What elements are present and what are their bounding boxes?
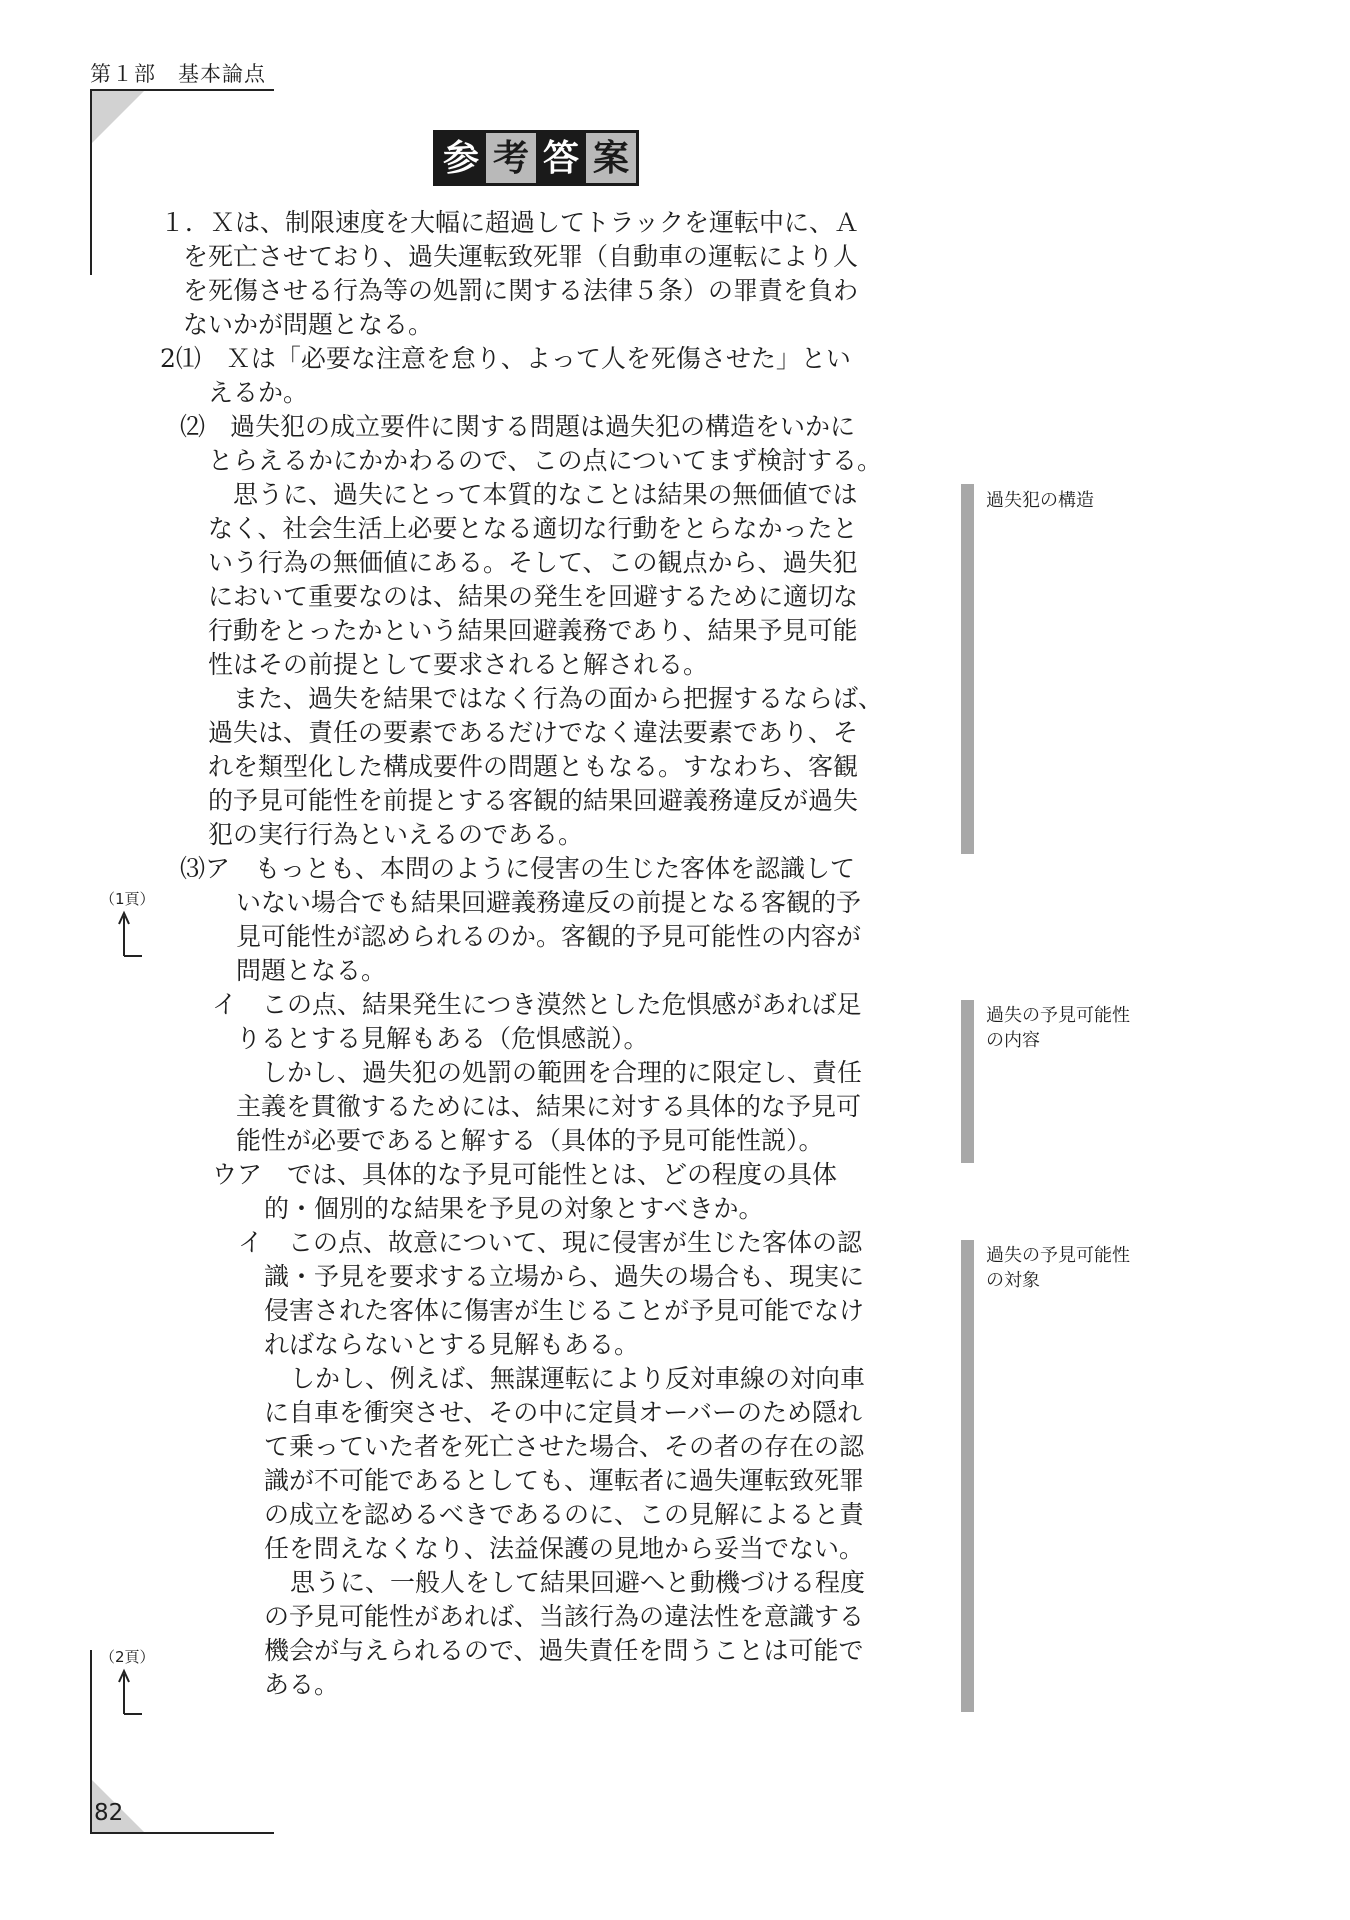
body-line: ウア では、具体的な予見可能性とは、どの程度の具体 (212, 1160, 838, 1189)
side-note-bar (961, 1000, 974, 1163)
section-title (433, 130, 639, 186)
body-line: 思うに、一般人をして結果回避へと動機づける程度 (290, 1568, 866, 1597)
body-line: 過失は、責任の要素であるだけでなく違法要素であり、そ (208, 718, 859, 747)
body-line: において重要なのは、結果の発生を回避するために適切な (208, 582, 859, 611)
body-line: 問題となる。 (236, 956, 387, 985)
title-char-2: 考 (486, 133, 536, 183)
body-line: 識が不可能であるとしても、運転者に過失運転致死罪 (264, 1466, 865, 1495)
body-line: 性はその前提として要求されると解される。 (208, 650, 709, 679)
body-line: しかし、過失犯の処罰の範囲を合理的に限定し、責任 (262, 1058, 863, 1087)
body-line: 機会が与えられるので、過失責任を問うことは可能で (264, 1636, 864, 1665)
body-line: ればならないとする見解もある。 (264, 1330, 640, 1359)
body-line: 的予見可能性を前提とする客観的結果回避義務違反が過失 (208, 786, 859, 815)
body-line: いない場合でも結果回避義務違反の前提となる客観的予 (236, 888, 862, 917)
body-line: 侵害された客体に傷害が生じることが予見可能でなけ (264, 1296, 865, 1325)
side-note-label: 過失犯の構造 (986, 490, 1094, 511)
body-line: １．Ｘは、制限速度を大幅に超過してトラックを運転中に、Ａ (160, 208, 860, 237)
page-ref-arrow-icon (118, 910, 144, 958)
page-number: 82 (94, 1800, 124, 1826)
header-corner-decoration (92, 91, 144, 143)
body-line: て乗っていた者を死亡させた場合、その者の存在の認 (264, 1432, 865, 1461)
body-line: また、過失を結果ではなく行為の面から把握するならば、 (233, 684, 884, 713)
running-head: 第１部 基本論点 (90, 62, 266, 86)
title-char-4: 案 (586, 133, 636, 183)
body-line: なく、社会生活上必要となる適切な行動をとらなかったと (208, 514, 858, 543)
side-note-label: 過失の予見可能性 (986, 1245, 1130, 1266)
body-line: 思うに、過失にとって本質的なことは結果の無価値では (233, 480, 858, 509)
body-line: 主義を貫徹するためには、結果に対する具体的な予見可 (236, 1092, 862, 1121)
body-line: 見可能性が認められるのか。客観的予見可能性の内容が (236, 922, 862, 951)
page-ref: （2頁） (100, 1648, 155, 1666)
title-char-1: 参 (436, 133, 486, 183)
body-line: に自車を衝突させ、その中に定員オーバーのため隠れ (264, 1398, 863, 1427)
body-line: 任を問えなくなり、法益保護の見地から妥当でない。 (264, 1534, 865, 1563)
body-line: を死亡させており、過失運転致死罪（自動車の運転により人 (183, 242, 859, 271)
side-note-bar (961, 1240, 974, 1712)
body-line: いう行為の無価値にある。そして、この観点から、過失犯 (208, 548, 858, 577)
side-note-bar (961, 484, 974, 854)
title-char-3: 答 (536, 133, 586, 183)
page-ref: （1頁） (100, 890, 155, 908)
body-line: 2⑴ Ｘは「必要な注意を怠り、よって人を死傷させた」とい (160, 344, 851, 373)
body-line: ある。 (264, 1670, 340, 1699)
body-line: の成立を認めるべきであるのに、この見解によると責 (264, 1500, 865, 1529)
page-ref-arrow-icon (118, 1668, 144, 1716)
body-line: の予見可能性があれば、当該行為の違法性を意識する (264, 1602, 865, 1631)
footer-rule (90, 1832, 274, 1834)
body-line: えるか。 (208, 378, 309, 407)
body-line: とらえるかにかかわるので、この点についてまず検討する。 (208, 446, 883, 475)
body-line: 的・個別的な結果を予見の対象とすべきか。 (264, 1194, 764, 1223)
body-line: を死傷させる行為等の処罰に関する法律５条）の罪責を負わ (183, 276, 859, 305)
side-note-label: 過失の予見可能性 (986, 1005, 1130, 1026)
body-line: イ この点、故意について、現に侵害が生じた客体の認 (238, 1228, 863, 1257)
body-line: 能性が必要であると解する（具体的予見可能性説）。 (236, 1126, 824, 1155)
body-line: 行動をとったかという結果回避義務であり、結果予見可能 (208, 616, 858, 645)
side-note-label: の対象 (986, 1270, 1040, 1291)
body-line: ないかが問題となる。 (183, 310, 434, 339)
body-line: りるとする見解もある（危惧感説）。 (236, 1024, 649, 1053)
side-note-label: の内容 (986, 1030, 1040, 1051)
body-line: れを類型化した構成要件の問題ともなる。すなわち、客観 (208, 752, 859, 781)
body-line: 識・予見を要求する立場から、過失の場合も、現実に (264, 1262, 865, 1291)
body-line: 犯の実行行為といえるのである。 (208, 820, 584, 849)
body-line: ⑶ア もっとも、本問のように侵害の生じた客体を認識して (180, 854, 856, 883)
body-line: イ この点、結果発生につき漠然とした危惧感があれば足 (212, 990, 862, 1019)
body-line: しかし、例えば、無謀運転により反対車線の対向車 (290, 1364, 866, 1393)
body-line: ⑵ 過失犯の成立要件に関する問題は過失犯の構造をいかに (180, 412, 856, 441)
